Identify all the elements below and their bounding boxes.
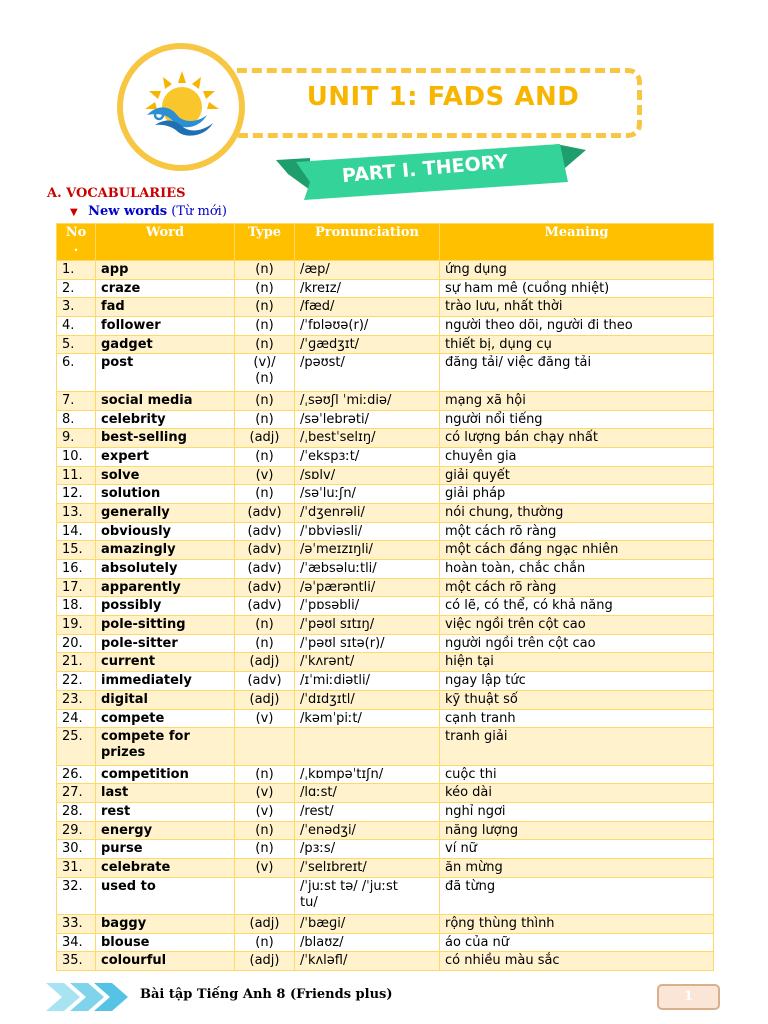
- row-number-cell: 34.: [57, 933, 96, 952]
- word-type-cell: (n): [235, 410, 295, 429]
- meaning-cell: đăng tải/ việc đăng tải: [440, 354, 714, 391]
- sub-heading: [70, 204, 227, 219]
- word-type-cell: (n): [235, 261, 295, 280]
- pronunciation-cell: /sɒlv/: [295, 466, 440, 485]
- pronunciation-cell: /ˈpəʊl sɪtɪŋ/: [295, 616, 440, 635]
- meaning-cell: kỹ thuật số: [440, 690, 714, 709]
- word-cell: absolutely: [96, 560, 235, 579]
- word-type-cell: (adj): [235, 429, 295, 448]
- pronunciation-cell: /səˈluːʃn/: [295, 485, 440, 504]
- meaning-cell: rộng thùng thình: [440, 915, 714, 934]
- pronunciation-cell: /ˈɒbviəsli/: [295, 522, 440, 541]
- pronunciation-cell: /ˌkɒmpəˈtɪʃn/: [295, 765, 440, 784]
- row-number-cell: 28.: [57, 802, 96, 821]
- row-number-cell: 12.: [57, 485, 96, 504]
- meaning-cell: người ngồi trên cột cao: [440, 634, 714, 653]
- row-number-cell: 16.: [57, 560, 96, 579]
- meaning-cell: kéo dài: [440, 784, 714, 803]
- table-row: [57, 933, 714, 952]
- word-type-cell: (n): [235, 840, 295, 859]
- meaning-cell: áo của nữ: [440, 933, 714, 952]
- col-pronunciation-header: Pronunciation: [295, 224, 440, 261]
- word-type-cell: (adv): [235, 672, 295, 691]
- table-row: [57, 354, 714, 391]
- word-cell: immediately: [96, 672, 235, 691]
- pronunciation-cell: /ˈjuːst tə/ /ˈjuːst tu/: [295, 877, 440, 914]
- word-type-cell: (v): [235, 466, 295, 485]
- footer-title: Bài tập Tiếng Anh 8 (Friends plus): [140, 987, 393, 1002]
- row-number-cell: 32.: [57, 877, 96, 914]
- table-row: [57, 915, 714, 934]
- pronunciation-cell: /ˈkʌrənt/: [295, 653, 440, 672]
- table-header-row: [57, 224, 714, 261]
- word-cell: competition: [96, 765, 235, 784]
- meaning-cell: hoàn toàn, chắc chắn: [440, 560, 714, 579]
- pronunciation-cell: /rest/: [295, 802, 440, 821]
- pronunciation-cell: /ˈpəʊl sɪtə(r)/: [295, 634, 440, 653]
- row-number-cell: 9.: [57, 429, 96, 448]
- word-type-cell: (adj): [235, 915, 295, 934]
- table-row: [57, 335, 714, 354]
- row-number-cell: 24.: [57, 709, 96, 728]
- word-type-cell: (n): [235, 317, 295, 336]
- sub-heading-translation: (Từ mới): [171, 204, 227, 219]
- row-number-cell: 8.: [57, 410, 96, 429]
- word-type-cell: (n): [235, 447, 295, 466]
- meaning-cell: một cách đáng ngạc nhiên: [440, 541, 714, 560]
- row-number-cell: 20.: [57, 634, 96, 653]
- pronunciation-cell: /ˈkʌləfl/: [295, 952, 440, 971]
- pronunciation-cell: /ˈpɒsəbli/: [295, 597, 440, 616]
- meaning-cell: giải quyết: [440, 466, 714, 485]
- word-cell: purse: [96, 840, 235, 859]
- row-number-cell: 23.: [57, 690, 96, 709]
- row-number-cell: 13.: [57, 503, 96, 522]
- col-type-header: Type: [235, 224, 295, 261]
- row-number-cell: 7.: [57, 391, 96, 410]
- word-type-cell: (n): [235, 765, 295, 784]
- word-cell: best-selling: [96, 429, 235, 448]
- row-number-cell: 4.: [57, 317, 96, 336]
- meaning-cell: có lượng bán chạy nhất: [440, 429, 714, 448]
- row-number-cell: 5.: [57, 335, 96, 354]
- pronunciation-cell: /kəmˈpiːt/: [295, 709, 440, 728]
- table-row: [57, 447, 714, 466]
- row-number-cell: 25.: [57, 728, 96, 765]
- row-number-cell: 30.: [57, 840, 96, 859]
- pronunciation-cell: /əˈmeɪzɪŋli/: [295, 541, 440, 560]
- table-row: [57, 690, 714, 709]
- table-row: [57, 672, 714, 691]
- table-row: [57, 952, 714, 971]
- meaning-cell: hiện tại: [440, 653, 714, 672]
- row-number-cell: 22.: [57, 672, 96, 691]
- word-cell: gadget: [96, 335, 235, 354]
- row-number-cell: 6.: [57, 354, 96, 391]
- word-cell: obviously: [96, 522, 235, 541]
- pronunciation-cell: [295, 728, 440, 765]
- word-type-cell: (adv): [235, 597, 295, 616]
- word-type-cell: (n): [235, 616, 295, 635]
- section-heading: A. VOCABULARIES: [47, 186, 186, 201]
- word-cell: generally: [96, 503, 235, 522]
- word-cell: celebrate: [96, 859, 235, 878]
- word-cell: solution: [96, 485, 235, 504]
- word-type-cell: (v)/ (n): [235, 354, 295, 391]
- meaning-cell: chuyên gia: [440, 447, 714, 466]
- word-cell: rest: [96, 802, 235, 821]
- vocabulary-table: [56, 223, 714, 971]
- word-type-cell: (v): [235, 784, 295, 803]
- meaning-cell: sự ham mê (cuồng nhiệt): [440, 279, 714, 298]
- page-number: 1: [657, 984, 720, 1010]
- meaning-cell: thiết bị, dụng cụ: [440, 335, 714, 354]
- row-number-cell: 11.: [57, 466, 96, 485]
- table-row: [57, 503, 714, 522]
- word-type-cell: (adv): [235, 503, 295, 522]
- pronunciation-cell: /fæd/: [295, 298, 440, 317]
- table-row: [57, 728, 714, 765]
- sub-heading-label: New words: [88, 204, 168, 219]
- row-number-cell: 27.: [57, 784, 96, 803]
- table-row: [57, 317, 714, 336]
- table-row: [57, 597, 714, 616]
- word-type-cell: (adj): [235, 653, 295, 672]
- pronunciation-cell: /səˈlebrəti/: [295, 410, 440, 429]
- pronunciation-cell: /ˈɡædʒɪt/: [295, 335, 440, 354]
- table-row: [57, 522, 714, 541]
- col-word-header: Word: [96, 224, 235, 261]
- row-number-cell: 21.: [57, 653, 96, 672]
- row-number-cell: 19.: [57, 616, 96, 635]
- table-row: [57, 877, 714, 914]
- pronunciation-cell: /ˈfɒləʊə(r)/: [295, 317, 440, 336]
- pronunciation-cell: /æp/: [295, 261, 440, 280]
- pronunciation-cell: /ˈdʒenrəli/: [295, 503, 440, 522]
- pronunciation-cell: /ˈdɪdʒɪtl/: [295, 690, 440, 709]
- row-number-cell: 29.: [57, 821, 96, 840]
- word-cell: celebrity: [96, 410, 235, 429]
- table-row: [57, 298, 714, 317]
- word-cell: last: [96, 784, 235, 803]
- pronunciation-cell: /lɑːst/: [295, 784, 440, 803]
- col-no-header: No .: [57, 224, 96, 261]
- word-type-cell: (adv): [235, 560, 295, 579]
- word-type-cell: (n): [235, 933, 295, 952]
- word-type-cell: (n): [235, 298, 295, 317]
- word-cell: expert: [96, 447, 235, 466]
- pronunciation-cell: /ɪˈmiːdiətli/: [295, 672, 440, 691]
- table-row: [57, 485, 714, 504]
- word-type-cell: (adv): [235, 522, 295, 541]
- meaning-cell: tranh giải: [440, 728, 714, 765]
- pronunciation-cell: /ˈselɪbreɪt/: [295, 859, 440, 878]
- pronunciation-cell: /ˌbestˈselɪŋ/: [295, 429, 440, 448]
- word-type-cell: (v): [235, 859, 295, 878]
- table-row: [57, 765, 714, 784]
- word-type-cell: [235, 728, 295, 765]
- word-cell: post: [96, 354, 235, 391]
- table-row: [57, 410, 714, 429]
- pronunciation-cell: /blaʊz/: [295, 933, 440, 952]
- pronunciation-cell: /kreɪz/: [295, 279, 440, 298]
- pronunciation-cell: /ˈæbsəluːtli/: [295, 560, 440, 579]
- table-row: [57, 840, 714, 859]
- table-row: [57, 709, 714, 728]
- word-type-cell: (adv): [235, 578, 295, 597]
- meaning-cell: cạnh tranh: [440, 709, 714, 728]
- meaning-cell: ngay lập tức: [440, 672, 714, 691]
- word-cell: pole-sitter: [96, 634, 235, 653]
- row-number-cell: 35.: [57, 952, 96, 971]
- row-number-cell: 10.: [57, 447, 96, 466]
- word-cell: current: [96, 653, 235, 672]
- meaning-cell: ăn mừng: [440, 859, 714, 878]
- word-type-cell: (v): [235, 709, 295, 728]
- table-row: [57, 784, 714, 803]
- row-number-cell: 31.: [57, 859, 96, 878]
- arrow-bullet-icon: ▼: [70, 207, 78, 218]
- word-cell: energy: [96, 821, 235, 840]
- meaning-cell: có lẽ, có thể, có khả năng: [440, 597, 714, 616]
- row-number-cell: 14.: [57, 522, 96, 541]
- word-type-cell: (adj): [235, 690, 295, 709]
- word-type-cell: (n): [235, 485, 295, 504]
- meaning-cell: trào lưu, nhất thời: [440, 298, 714, 317]
- word-type-cell: (n): [235, 391, 295, 410]
- footer-chevron-icon: [46, 981, 130, 1013]
- table-row: [57, 279, 714, 298]
- word-type-cell: (n): [235, 335, 295, 354]
- meaning-cell: giải pháp: [440, 485, 714, 504]
- row-number-cell: 18.: [57, 597, 96, 616]
- table-row: [57, 653, 714, 672]
- word-type-cell: (n): [235, 279, 295, 298]
- meaning-cell: người theo dõi, người đi theo: [440, 317, 714, 336]
- word-cell: blouse: [96, 933, 235, 952]
- word-cell: apparently: [96, 578, 235, 597]
- word-type-cell: [235, 877, 295, 914]
- pronunciation-cell: /ˈenədʒi/: [295, 821, 440, 840]
- pronunciation-cell: /pɜːs/: [295, 840, 440, 859]
- table-row: [57, 541, 714, 560]
- pronunciation-cell: /əˈpærəntli/: [295, 578, 440, 597]
- table-body: [57, 261, 714, 971]
- unit-title: UNIT 1: FADS AND: [306, 82, 580, 112]
- meaning-cell: ứng dụng: [440, 261, 714, 280]
- word-cell: possibly: [96, 597, 235, 616]
- word-cell: follower: [96, 317, 235, 336]
- meaning-cell: có nhiều màu sắc: [440, 952, 714, 971]
- table-row: [57, 391, 714, 410]
- meaning-cell: cuộc thi: [440, 765, 714, 784]
- word-cell: app: [96, 261, 235, 280]
- meaning-cell: người nổi tiếng: [440, 410, 714, 429]
- word-cell: solve: [96, 466, 235, 485]
- word-cell: used to: [96, 877, 235, 914]
- word-cell: craze: [96, 279, 235, 298]
- row-number-cell: 15.: [57, 541, 96, 560]
- table-row: [57, 466, 714, 485]
- word-cell: amazingly: [96, 541, 235, 560]
- word-cell: baggy: [96, 915, 235, 934]
- table-row: [57, 821, 714, 840]
- row-number-cell: 33.: [57, 915, 96, 934]
- meaning-cell: mạng xã hội: [440, 391, 714, 410]
- word-cell: colourful: [96, 952, 235, 971]
- table-row: [57, 859, 714, 878]
- table-row: [57, 261, 714, 280]
- row-number-cell: 17.: [57, 578, 96, 597]
- pronunciation-cell: /pəʊst/: [295, 354, 440, 391]
- row-number-cell: 2.: [57, 279, 96, 298]
- row-number-cell: 1.: [57, 261, 96, 280]
- word-type-cell: (adv): [235, 541, 295, 560]
- pronunciation-cell: /ˈekspɜːt/: [295, 447, 440, 466]
- word-type-cell: (adj): [235, 952, 295, 971]
- word-type-cell: (n): [235, 634, 295, 653]
- meaning-cell: một cách rõ ràng: [440, 578, 714, 597]
- meaning-cell: nói chung, thường: [440, 503, 714, 522]
- word-cell: compete: [96, 709, 235, 728]
- word-type-cell: (v): [235, 802, 295, 821]
- meaning-cell: đã từng: [440, 877, 714, 914]
- pronunciation-cell: /ˌsəʊʃl ˈmiːdiə/: [295, 391, 440, 410]
- table-row: [57, 616, 714, 635]
- meaning-cell: năng lượng: [440, 821, 714, 840]
- table-row: [57, 802, 714, 821]
- word-cell: pole-sitting: [96, 616, 235, 635]
- meaning-cell: nghỉ ngơi: [440, 802, 714, 821]
- meaning-cell: một cách rõ ràng: [440, 522, 714, 541]
- word-cell: fad: [96, 298, 235, 317]
- row-number-cell: 3.: [57, 298, 96, 317]
- pronunciation-cell: /ˈbæɡi/: [295, 915, 440, 934]
- word-cell: compete for prizes: [96, 728, 235, 765]
- word-cell: digital: [96, 690, 235, 709]
- meaning-cell: ví nữ: [440, 840, 714, 859]
- table-row: [57, 578, 714, 597]
- word-type-cell: (n): [235, 821, 295, 840]
- sun-wave-logo-icon: [141, 69, 223, 139]
- table-row: [57, 634, 714, 653]
- part-title: PART I. THEORY: [341, 150, 509, 188]
- col-meaning-header: Meaning: [440, 224, 714, 261]
- table-row: [57, 429, 714, 448]
- row-number-cell: 26.: [57, 765, 96, 784]
- meaning-cell: việc ngồi trên cột cao: [440, 616, 714, 635]
- word-cell: social media: [96, 391, 235, 410]
- table-row: [57, 560, 714, 579]
